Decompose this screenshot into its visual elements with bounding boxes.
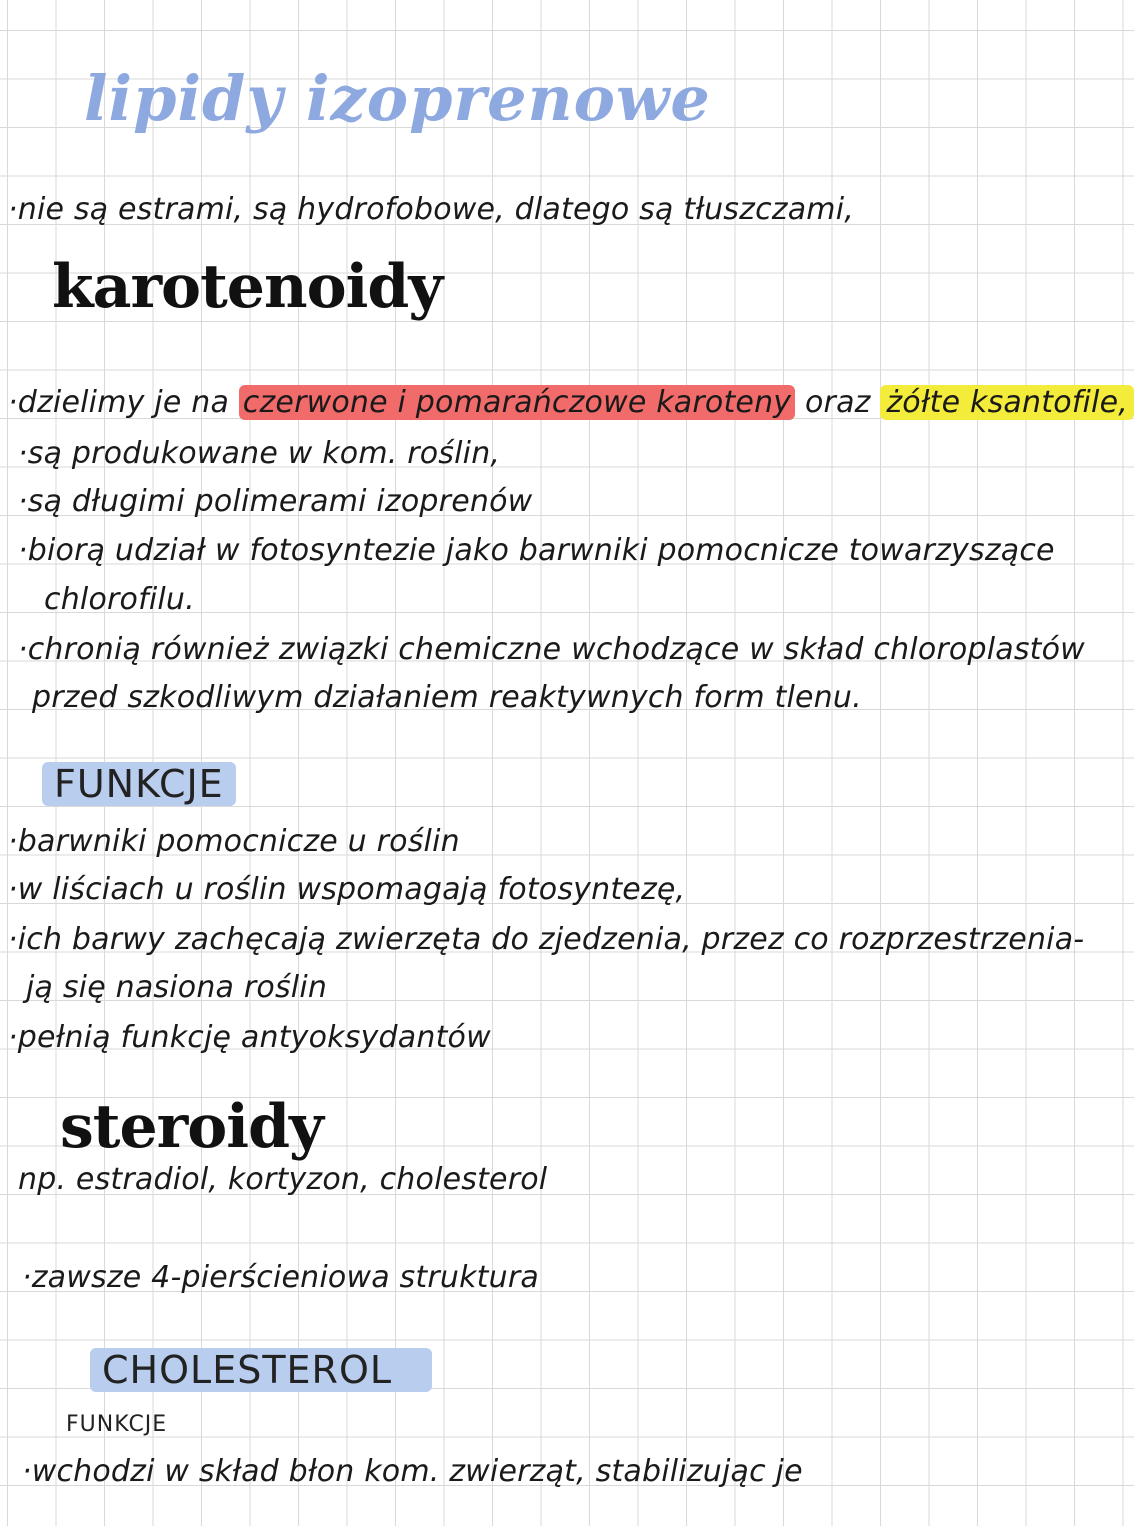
functions-line-3: ·ich barwy zachęcają zwierzęta do zjedzenia, przez co rozprzestrzenia-	[8, 922, 1085, 957]
intro-line: ·nie są estrami, są hydrofobowe, dlatego są tłuszczami,	[8, 192, 855, 227]
highlight-yellow: żółte ksantofile,	[880, 385, 1134, 420]
karotenoidy-line-6: ·chronią również związki chemiczne wchodzące w skład chloroplastów	[18, 632, 1085, 667]
functions-line-2: ·w liściach u roślin wspomagają fotosyntezę,	[8, 872, 686, 907]
highlight-red: czerwone i pomarańczowe karoteny	[239, 385, 796, 420]
functions-label: FUNKCJE	[42, 762, 236, 806]
line-text: ·dzielimy je na	[8, 385, 239, 420]
line-text: oraz	[795, 385, 881, 420]
cholesterol-label: CHOLESTEROL	[90, 1348, 432, 1392]
steroidy-structure: ·zawsze 4-pierścieniowa struktura	[22, 1260, 539, 1295]
karotenoidy-line-3: ·są długimi polimerami izoprenów	[18, 484, 533, 519]
karotenoidy-line-7: przed szkodliwym działaniem reaktywnych form tlenu.	[32, 680, 862, 715]
karotenoidy-line-2: ·są produkowane w kom. roślin,	[18, 436, 501, 471]
page-title: lipidy izoprenowe	[84, 62, 711, 135]
cholesterol-functions-label: FUNKCJE	[66, 1412, 168, 1437]
functions-line-1: ·barwniki pomocnicze u roślin	[8, 824, 460, 859]
section-heading-karotenoidy: karotenoidy	[52, 252, 443, 322]
functions-line-5: ·pełnią funkcję antyoksydantów	[8, 1020, 491, 1055]
section-heading-steroidy: steroidy	[60, 1092, 323, 1162]
karotenoidy-line-4: ·biorą udział w fotosyntezie jako barwniki pomocnicze towarzyszące	[18, 533, 1055, 568]
functions-line-4: ją się nasiona roślin	[26, 970, 328, 1005]
karotenoidy-line-1	[8, 385, 1134, 420]
cholesterol-line: ·wchodzi w skład błon kom. zwierząt, stabilizując je	[22, 1454, 803, 1489]
steroidy-example: np. estradiol, kortyzon, cholesterol	[18, 1162, 548, 1197]
karotenoidy-line-5: chlorofilu.	[44, 582, 195, 617]
